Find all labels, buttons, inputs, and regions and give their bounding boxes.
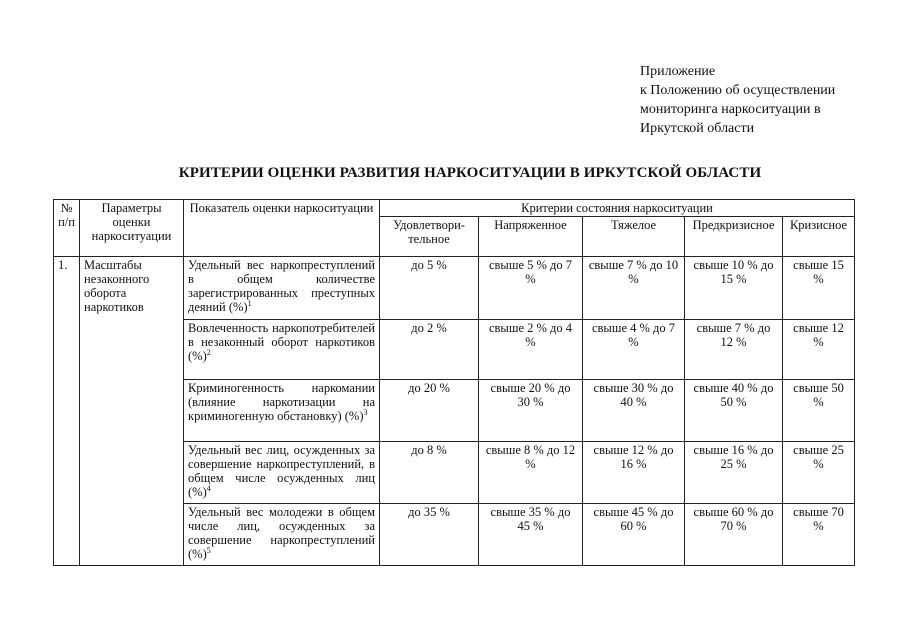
value-cell: свыше 7 % до 10 % bbox=[583, 257, 685, 320]
value-cell: свыше 4 % до 7 % bbox=[583, 320, 685, 380]
indicator-text: Вовлеченность наркопотребителей в незаконный оборот наркотиков (%) bbox=[188, 321, 375, 363]
indicator-text: Удельный вес лиц, осужденных за совершение наркопреступлений, в общем числе осужденных лиц (%) bbox=[188, 443, 375, 499]
section-number: 1. bbox=[54, 257, 80, 566]
header-criteria-5: Кризисное bbox=[783, 217, 855, 257]
value-cell: до 2 % bbox=[380, 320, 479, 380]
indicator-cell bbox=[184, 320, 380, 380]
header-params: Параметры оценки наркоситуации bbox=[80, 200, 184, 257]
value-cell: свыше 45 % до 60 % bbox=[583, 504, 685, 566]
value-cell: свыше 20 % до 30 % bbox=[479, 380, 583, 442]
header-num: № п/п bbox=[54, 200, 80, 257]
appendix-line: Приложение bbox=[640, 64, 716, 79]
value-cell: свыше 5 % до 7 % bbox=[479, 257, 583, 320]
value-cell: до 20 % bbox=[380, 380, 479, 442]
footnote-mark: 3 bbox=[363, 407, 368, 417]
table-row bbox=[54, 257, 855, 320]
footnote-mark: 2 bbox=[206, 347, 211, 357]
value-cell: свыше 16 % до 25 % bbox=[685, 442, 783, 504]
value-cell: свыше 70 % bbox=[783, 504, 855, 566]
indicator-cell bbox=[184, 380, 380, 442]
footnote-mark: 4 bbox=[206, 483, 211, 493]
header-criteria-1: Удовлетвори-тельное bbox=[380, 217, 479, 257]
header-row-1 bbox=[54, 200, 855, 217]
value-cell: свыше 50 % bbox=[783, 380, 855, 442]
value-cell: свыше 60 % до 70 % bbox=[685, 504, 783, 566]
value-cell: свыше 2 % до 4 % bbox=[479, 320, 583, 380]
indicator-cell bbox=[184, 257, 380, 320]
value-cell: свыше 25 % bbox=[783, 442, 855, 504]
value-cell: свыше 10 % до 15 % bbox=[685, 257, 783, 320]
value-cell: свыше 40 % до 50 % bbox=[685, 380, 783, 442]
indicator-text: Удельный вес молодежи в общем числе лиц, осужденных за совершение наркопреступлений (%) bbox=[188, 505, 375, 561]
appendix-note bbox=[640, 62, 835, 138]
value-cell: свыше 7 % до 12 % bbox=[685, 320, 783, 380]
indicator-text: Удельный вес наркопреступлений в общем количестве зарегистрированных преступных деяний (%) bbox=[188, 258, 375, 314]
criteria-table bbox=[53, 199, 855, 566]
indicator-cell bbox=[184, 504, 380, 566]
value-cell: свыше 15 % bbox=[783, 257, 855, 320]
value-cell: до 5 % bbox=[380, 257, 479, 320]
header-criteria-group: Критерии состояния наркоситуации bbox=[380, 200, 855, 217]
footnote-mark: 1 bbox=[247, 298, 252, 308]
appendix-line: мониторинга наркоситуации в bbox=[640, 102, 821, 117]
header-criteria-2: Напряженное bbox=[479, 217, 583, 257]
value-cell: свыше 30 % до 40 % bbox=[583, 380, 685, 442]
value-cell: до 35 % bbox=[380, 504, 479, 566]
value-cell: до 8 % bbox=[380, 442, 479, 504]
indicator-cell bbox=[184, 442, 380, 504]
header-criteria-4: Предкризисное bbox=[685, 217, 783, 257]
footnote-mark: 5 bbox=[206, 545, 211, 555]
indicator-text: Криминогенность наркомании (влияние наркотизации на криминогенную обстановку) (%) bbox=[188, 381, 375, 423]
appendix-line: Иркутской области bbox=[640, 121, 755, 136]
header-indicator: Показатель оценки наркоситуации bbox=[184, 200, 380, 257]
document-title: КРИТЕРИИ ОЦЕНКИ РАЗВИТИЯ НАРКОСИТУАЦИИ В ИРКУТСКОЙ ОБЛАСТИ bbox=[178, 165, 762, 181]
header-criteria-3: Тяжелое bbox=[583, 217, 685, 257]
section-params: Масштабы незаконного оборота наркотиков bbox=[80, 257, 184, 566]
value-cell: свыше 12 % до 16 % bbox=[583, 442, 685, 504]
value-cell: свыше 35 % до 45 % bbox=[479, 504, 583, 566]
value-cell: свыше 12 % bbox=[783, 320, 855, 380]
appendix-line: к Положению об осуществлении bbox=[640, 83, 836, 98]
value-cell: свыше 8 % до 12 % bbox=[479, 442, 583, 504]
